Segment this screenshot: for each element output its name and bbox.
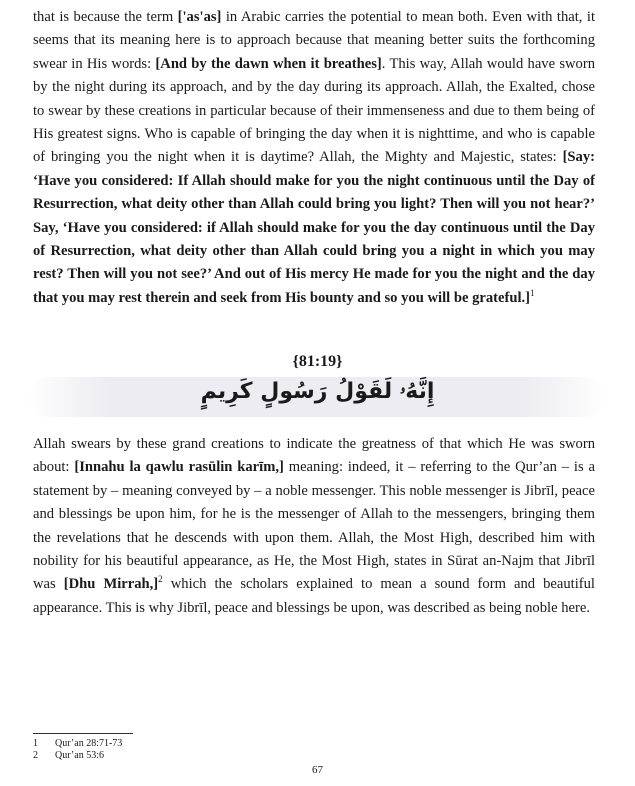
verse-reference: {81:19} (292, 353, 343, 370)
arabic-term: ['as'as] (177, 9, 222, 25)
text-run: . This way, Allah would have sworn by the night during its approach, and by the day during its approach. Allah, the Exalted, chose to swear by these creations in particular because of their immenseness and due to them being of His greatest signs. Who is capable of bringing the day when it is nighttime, and who is capable of bringing you the night when it is daytime? Allah, the Mighty and Majestic, states: (33, 55, 596, 166)
text-run: Allah swears by these grand creations to indicate the greatness of that which He was sworn about: (33, 436, 595, 476)
page-number: 67 (312, 764, 323, 776)
footnote-number: 1 (33, 738, 38, 749)
text-run: that is because the term (33, 9, 178, 25)
transliteration: [Innahu la qawlu rasūlin karīm,] (74, 459, 284, 476)
footnote-text: Qur’an 53:6 (55, 750, 104, 761)
footnote-1 (33, 738, 122, 750)
verse-arabic-text: إِنَّهُۥ لَقَوْلُ رَسُولٍ كَرِيمٍ (200, 379, 435, 404)
footnote-number: 2 (33, 750, 38, 761)
paragraph-1 (33, 6, 595, 310)
footnote-ref-1[interactable]: 1 (530, 288, 535, 299)
footnote-text: Qur’an 28:71-73 (55, 738, 123, 749)
footnotes (33, 738, 122, 762)
footnote-divider (33, 733, 133, 734)
footnote-2 (33, 750, 122, 762)
footnote-ref-2[interactable]: 2 (158, 574, 163, 585)
text-run: which the scholars explained to mean a sound form and beautiful appearance. This is why Jibrīl, peace and blessings be upon, was described as being noble here. (33, 576, 595, 616)
quran-quote: [Say: ‘Have you considered: If Allah should make for you the night continuous until the Day of Resurrection, what deity other than Allah could bring you light? Then will you not hear?’ Say, ‘Have you considered: if Allah should make for you the day continuous until the Day of Resurrection, what deity other than Allah could bring you a night in which you may rest? Then will you not see?’ And out of His mercy He made for you the night and the day that you may rest therein and seek from His bounty and so you will be grateful.] (33, 149, 595, 306)
text-run: meaning: indeed, it – referring to the Qur’an – is a statement by – meaning conveyed by – a noble messenger. This noble messenger is Jibrīl, peace and blessings be upon him, for he is the messenger of Allah to the messengers, bringing them the revelations that he descends with upon them. Allah, the Most High, described him with nobility for his beautiful appearance, as He, the Most High, states in Sūrat an-Najm that Jibrīl was (33, 459, 595, 593)
quran-quote: [Dhu Mirrah,] (63, 576, 159, 593)
text-run: in Arabic carries the potential to mean both. Even with that, it seems that its meaning here is to approach because that meaning better suits the forthcoming swear in His words: (33, 9, 595, 72)
quran-quote: [And by the dawn when it breathes] (155, 55, 382, 72)
paragraph-2 (33, 433, 595, 620)
